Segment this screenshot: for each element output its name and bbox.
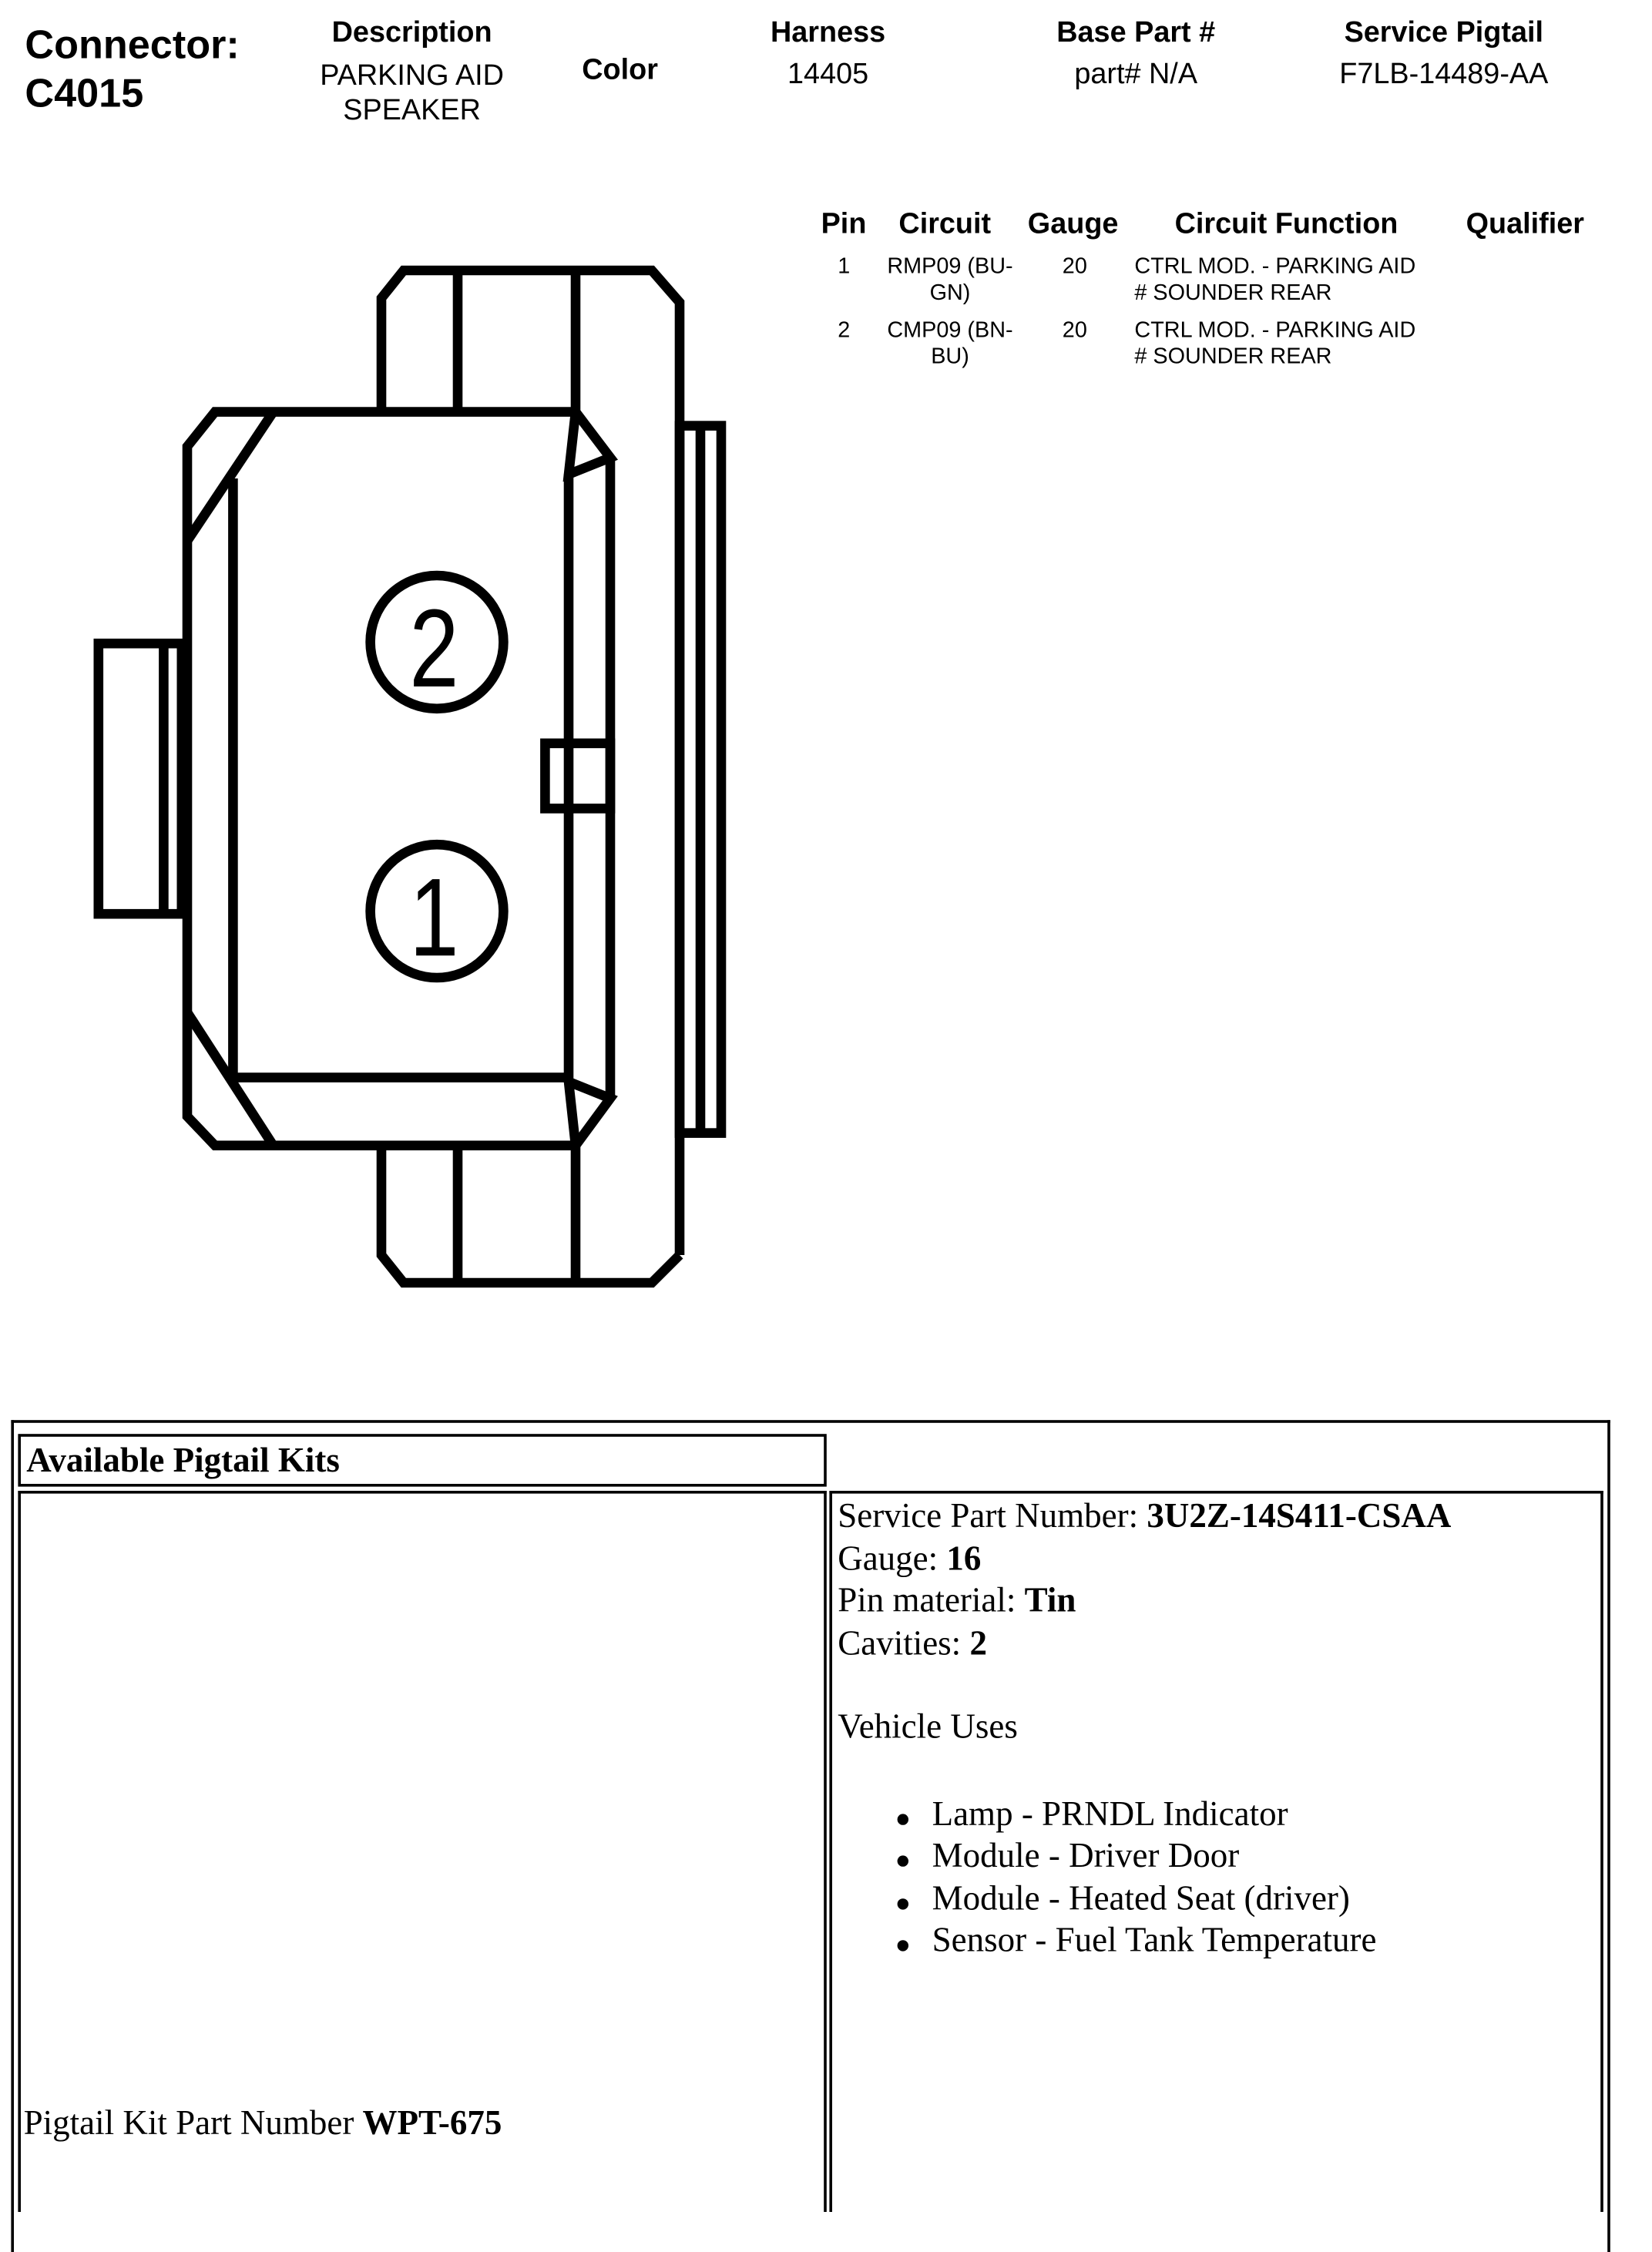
base-part-value: part# N/A [1074, 58, 1198, 90]
circuit-function [1134, 317, 1415, 370]
function-line: # SOUNDER REAR [1134, 281, 1332, 305]
list-item: Module - Driver Door [838, 1836, 1595, 1878]
qualifier-header: Qualifier [1466, 208, 1584, 240]
description-header: Description [331, 16, 492, 49]
label: Cavities: [838, 1624, 970, 1663]
list-item: Sensor - Fuel Tank Temperature [838, 1921, 1595, 1963]
pigtail-kit-cell [18, 1491, 826, 2212]
vehicle-uses-list [838, 1794, 1595, 1963]
base-part-header: Base Part # [1056, 16, 1216, 49]
circuit-function [1134, 253, 1415, 306]
connector-diagram [0, 0, 832, 1331]
service-pigtail-header: Service Pigtail [1344, 16, 1544, 49]
gauge-header: Gauge [1027, 208, 1119, 240]
color-header: Color [582, 54, 658, 86]
value: 3U2Z-14S411-CSAA [1147, 1498, 1452, 1535]
circuit-line: RMP09 (BU- [887, 255, 1013, 279]
service-pigtail-column [1278, 17, 1610, 92]
pin-header: Pin [821, 208, 867, 240]
pigtail-details-cell [829, 1491, 1603, 2212]
left-tab [99, 643, 182, 914]
value: Tin [1024, 1582, 1076, 1620]
service-part-number [838, 1496, 1595, 1539]
pigtail-kit-number [24, 2104, 502, 2146]
pin-number: 2 [838, 319, 851, 343]
vehicle-uses-label: Vehicle Uses [838, 1708, 1018, 1747]
pin-2-label: 2 [409, 586, 459, 710]
label: Gauge: [838, 1539, 947, 1578]
connector-label: Connector: [25, 23, 240, 69]
kit-label: Pigtail Kit Part Number [23, 2105, 363, 2143]
harness-value: 14405 [787, 58, 869, 90]
connector-id: C4015 [25, 72, 144, 117]
function-line: CTRL MOD. - PARKING AID [1134, 255, 1416, 279]
harness-header: Harness [770, 16, 886, 49]
function-line: # SOUNDER REAR [1134, 345, 1332, 369]
kit-value: WPT-675 [362, 2105, 502, 2143]
circuit-function-header: Circuit Function [1174, 208, 1398, 240]
circuit [874, 253, 1026, 306]
pin-material-row [838, 1581, 1595, 1623]
pin-1-label: 1 [409, 854, 459, 980]
pigtail-title: Available Pigtail Kits [18, 1434, 826, 1486]
service-pigtail-value: F7LB-14489-AA [1339, 58, 1549, 90]
cavities-row [838, 1623, 1595, 1666]
gauge-row [838, 1539, 1595, 1581]
value: 2 [969, 1624, 987, 1663]
bottom-latch [381, 1146, 680, 1283]
circuit-header: Circuit [898, 208, 992, 240]
label: Pin material: [838, 1582, 1025, 1620]
gauge: 20 [1062, 319, 1087, 343]
value: 16 [946, 1539, 982, 1578]
function-line: CTRL MOD. - PARKING AID [1134, 319, 1416, 343]
list-item: Lamp - PRNDL Indicator [838, 1794, 1595, 1836]
right-key-tab [545, 743, 610, 809]
base-part-column [997, 17, 1274, 92]
top-latch [381, 270, 680, 1255]
gauge: 20 [1062, 255, 1087, 279]
side-rail [680, 426, 721, 1133]
list-item: Module - Heated Seat (driver) [838, 1878, 1595, 1921]
circuit-line: BU) [931, 345, 969, 369]
description-line: PARKING AID [320, 59, 504, 92]
pin-number: 1 [838, 255, 851, 279]
circuit-line: GN) [929, 281, 971, 305]
label: Service Part Number: [838, 1498, 1147, 1535]
circuit-line: CMP09 (BN- [887, 319, 1013, 343]
circuit [874, 317, 1026, 370]
description-line: SPEAKER [343, 94, 481, 126]
